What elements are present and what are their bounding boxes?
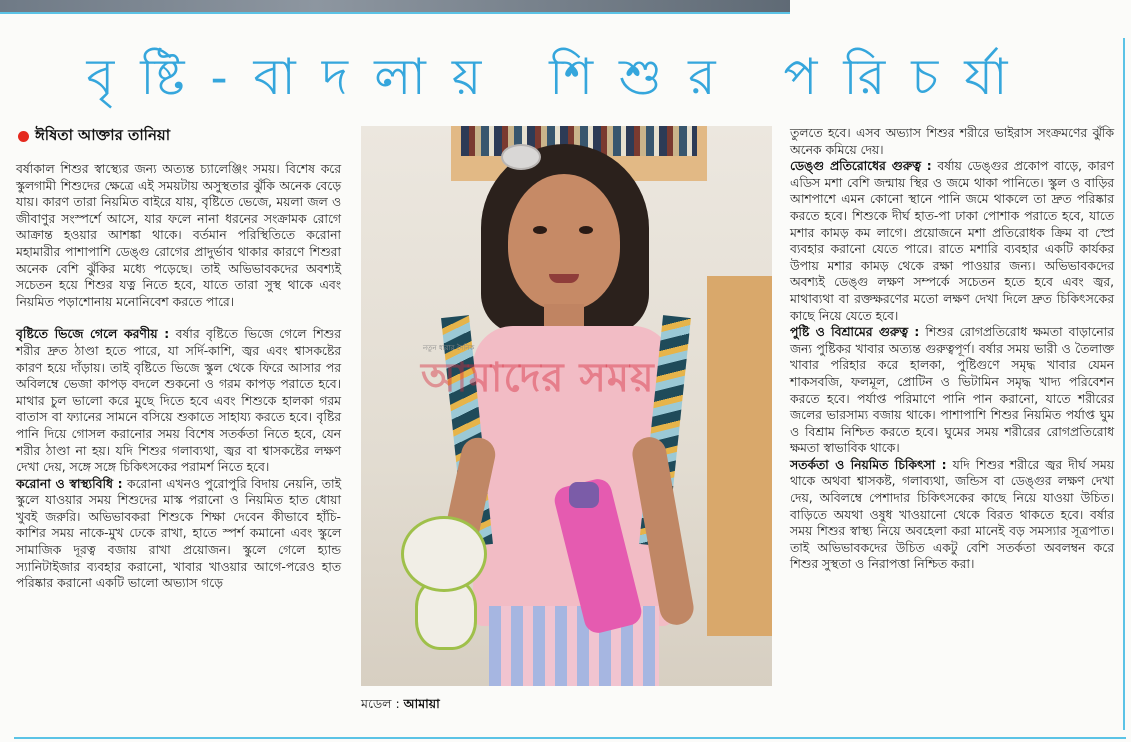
section-rain-paragraph [16, 326, 341, 475]
hair-bow [501, 144, 541, 170]
section-dengue-title: ডেঙ্গু প্রতিরোধের গুরুত্ব : [790, 159, 932, 174]
watermark-tagline: নতুন ধারার দৈনিক [423, 344, 475, 352]
byline [18, 124, 170, 148]
top-photo-strip [0, 0, 790, 12]
model-photo [361, 126, 772, 686]
photo-caption [361, 696, 440, 716]
right-column [790, 125, 1114, 573]
section-nutrition-paragraph [790, 324, 1114, 457]
section-corona-title: করোনা ও স্বাস্থ্যবিধি : [16, 476, 123, 491]
left-column [16, 161, 341, 592]
wooden-shelf [707, 276, 772, 636]
continuation-paragraph: তুলতে হবে। এসব অভ্যাস শিশুর শরীরে ভাইরাস সংক্রমণের ঝুঁকি অনেক কমিয়ে দেয়। [790, 126, 1114, 157]
bottom-rule [14, 737, 1126, 739]
top-rule [0, 12, 790, 14]
section-nutrition-title: পুষ্টি ও বিশ্রামের গুরুত্ব : [790, 325, 920, 340]
plush-toy [393, 516, 489, 646]
section-corona-paragraph [16, 476, 341, 592]
author-name: ঈষিতা আক্তার তানিয়া [35, 125, 171, 144]
section-rain-body: বর্ষার বৃষ্টিতে ভিজে গেলে শিশুর শরীর দ্রুত ঠাণ্ডা হতে পারে, যা সর্দি-কাশি, জ্বর এবং শ্বাসকষ্টের কারণ হয়ে দাঁড়ায়। তাই বৃষ্টিতে ভিজে স্কুল থেকে ফিরে আসার পর অবিলম্বে ভেজা কাপড় বদলে শুকনো ও গরম কাপড় পরাতে হবে। মাথার চুল ভালো করে মুছে দিতে হবে এবং শিশুকে হালকা গরম বাতাস বা ফ্যানের সামনে বসিয়ে শুকাতে সাহায্য করতে হবে। বৃষ্টির পানি দিয়ে গোসল করানোর সময় বিশেষ সতর্কতা নিতে হবে, যেন শরীর ঠাণ্ডা না হয়। যদি শিশুর গলাব্যথা, জ্বর বা শ্বাসকষ্টের লক্ষণ দেখা দেয়, সঙ্গে সঙ্গে চিকিৎসকের পরামর্শ নিতে হবে। [16, 327, 341, 475]
watermark-logo: আমাদের সময় [421, 355, 655, 401]
section-caution-title: সতর্কতা ও নিয়মিত চিকিৎসা : [790, 457, 947, 472]
headline: বৃষ্টি-বাদলায় শিশুর পরিচর্যা [86, 48, 1034, 106]
girl-face [508, 174, 620, 310]
section-caution-paragraph [790, 457, 1114, 573]
section-dengue-body: বর্ষায় ডেঙ্গুর প্রকোপ বাড়ে, কারণ এডিস মশা বেশি জন্মায় স্থির ও জমে থাকা পানিতে। স্কুল ও বাড়ির আশপাশে এমন কোনো স্থানে পানি জমে থাকলে তা দ্রুত পরিষ্কার করতে হবে। শিশুকে দীর্ঘ হাত-পা ঢাকা পোশাক পরাতে হবে, যাতে মশার কামড় কম লাগে। প্রয়োজনে মশা প্রতিরোধক ক্রিম বা স্প্রে ব্যবহার করানো যেতে পারে। রাতে মশারি ব্যবহার একটি কার্যকর উপায় মশার কামড় থেকে রক্ষা পাওয়ার জন্য। অভিভাবকদের অবশ্যই ডেঙ্গু লক্ষণ সম্পর্কে সচেতন হতে হবে এবং জ্বর, মাথাব্যথা বা রক্তক্ষরণের মতো লক্ষণ দেখা দিলে দ্রুত চিকিৎসকের কাছে নিয়ে যেতে হবে। [790, 159, 1114, 323]
caption-label: মডেল : [361, 696, 400, 711]
section-corona-body: করোনা এখনও পুরোপুরি বিদায় নেয়নি, তাই স্কুলে যাওয়ার সময় শিশুদের মাস্ক পরানো ও নিয়মিত হাত ধোয়া খুবই জরুরি। অভিভাবকরা শিশুকে শিক্ষা দেবেন কীভাবে হাঁচি-কাশির সময় নাকে-মুখ ঢেকে রাখা, হাতে স্পর্শ কমানো এবং স্কুলে সামাজিক দূরত্ব বজায় রাখা প্রয়োজন। স্কুলে গেলে হ্যান্ড স্যানিটাইজার ব্যবহার করানো, খাবার খাওয়ার আগে-পরেও হাত পরিষ্কার করানো একটি ভালো অভ্যাস গড়ে [16, 476, 341, 591]
section-caution-body: যদি শিশুর শরীরে জ্বর দীর্ঘ সময় থাকে অথবা শ্বাসকষ্ট, গলাব্যথা, জন্ডিস বা ডেঙ্গুর লক্ষণ দেখা দেয়, অবিলম্বে পেশাদার চিকিৎসকের কাছে নিয়ে যাওয়া উচিত। বাড়িতে অযথা ওষুধ খাওয়ানো থেকে বিরত থাকতে হবে। বর্ষার সময় শিশুর স্বাস্থ্য নিয়ে অবহেলা করা মানেই বড় সমস্যার সূত্রপাত। তাই অভিভাবকদের উচিত একটু বেশি সতর্কতা অবলম্বন করে শিশুর সুস্থতা ও নিরাপত্তা নিশ্চিত করা। [790, 457, 1114, 572]
section-nutrition-body: শিশুর রোগপ্রতিরোধ ক্ষমতা বাড়ানোর জন্য পুষ্টিকর খাবার অত্যন্ত গুরুত্বপূর্ণ। বর্ষার সময় ভারী ও তৈলাক্ত খাবার পরিহার করে হালকা, পুষ্টিগুণে সমৃদ্ধ খাবার যেমন শাকসবজি, ফলমূল, প্রোটিন ও ভিটামিন সমৃদ্ধ খাদ্য পরিবেশন করতে হবে। পর্যাপ্ত পরিমাণে পানি পান করানো, যাতে শরীরের জলের ভারসাম্য বজায় থাকে। পাশাপাশি শিশুর নিয়মিত পর্যাপ্ত ঘুম ও বিশ্রাম নিশ্চিত করতে হবে। ঘুমের সময় শরীরের রোগপ্রতিরোধ ক্ষমতা স্বাভাবিক থাকে। [790, 325, 1114, 456]
section-dengue-paragraph [790, 158, 1114, 324]
byline-bullet-icon [18, 131, 29, 142]
caption-model-name: আমায়া [403, 696, 440, 711]
intro-paragraph: বর্ষাকাল শিশুর স্বাস্থ্যের জন্য অত্যন্ত চ্যালেঞ্জিং সময়। বিশেষ করে স্কুলগামী শিশুদের ক্ষেত্রে এই সময়টায় অসুস্থতার ঝুঁকি অনেক বেড়ে যায়। কারণ তারা নিয়মিত বাইরে যায়, বৃষ্টিতে ভেজে, ময়লা জল ও জীবাণুর সংস্পর্শে আসে, যার ফলে নানা ধরনের সংক্রামক রোগে আক্রান্ত হওয়ার আশঙ্কা থাকে। বর্তমান পরিস্থিতিতে করোনা মহামারীর পাশাপাশি ডেঙ্গু রোগের প্রাদুর্ভাব থাকার কারণে শিশুরা অনেক বেশি ঝুঁকির মধ্যে পড়েছে। তাই অভিভাবকদের অবশ্যই সচেতন হয়ে শিশুর যত্ন নিতে হবে, যাতে তারা সুস্থ থাকে এবং নিয়মিত পড়াশোনায় মনোনিবেশ করতে পারে। [16, 162, 341, 309]
right-column-rule [1123, 38, 1125, 730]
section-rain-title: বৃষ্টিতে ভিজে গেলে করণীয় : [16, 327, 170, 342]
